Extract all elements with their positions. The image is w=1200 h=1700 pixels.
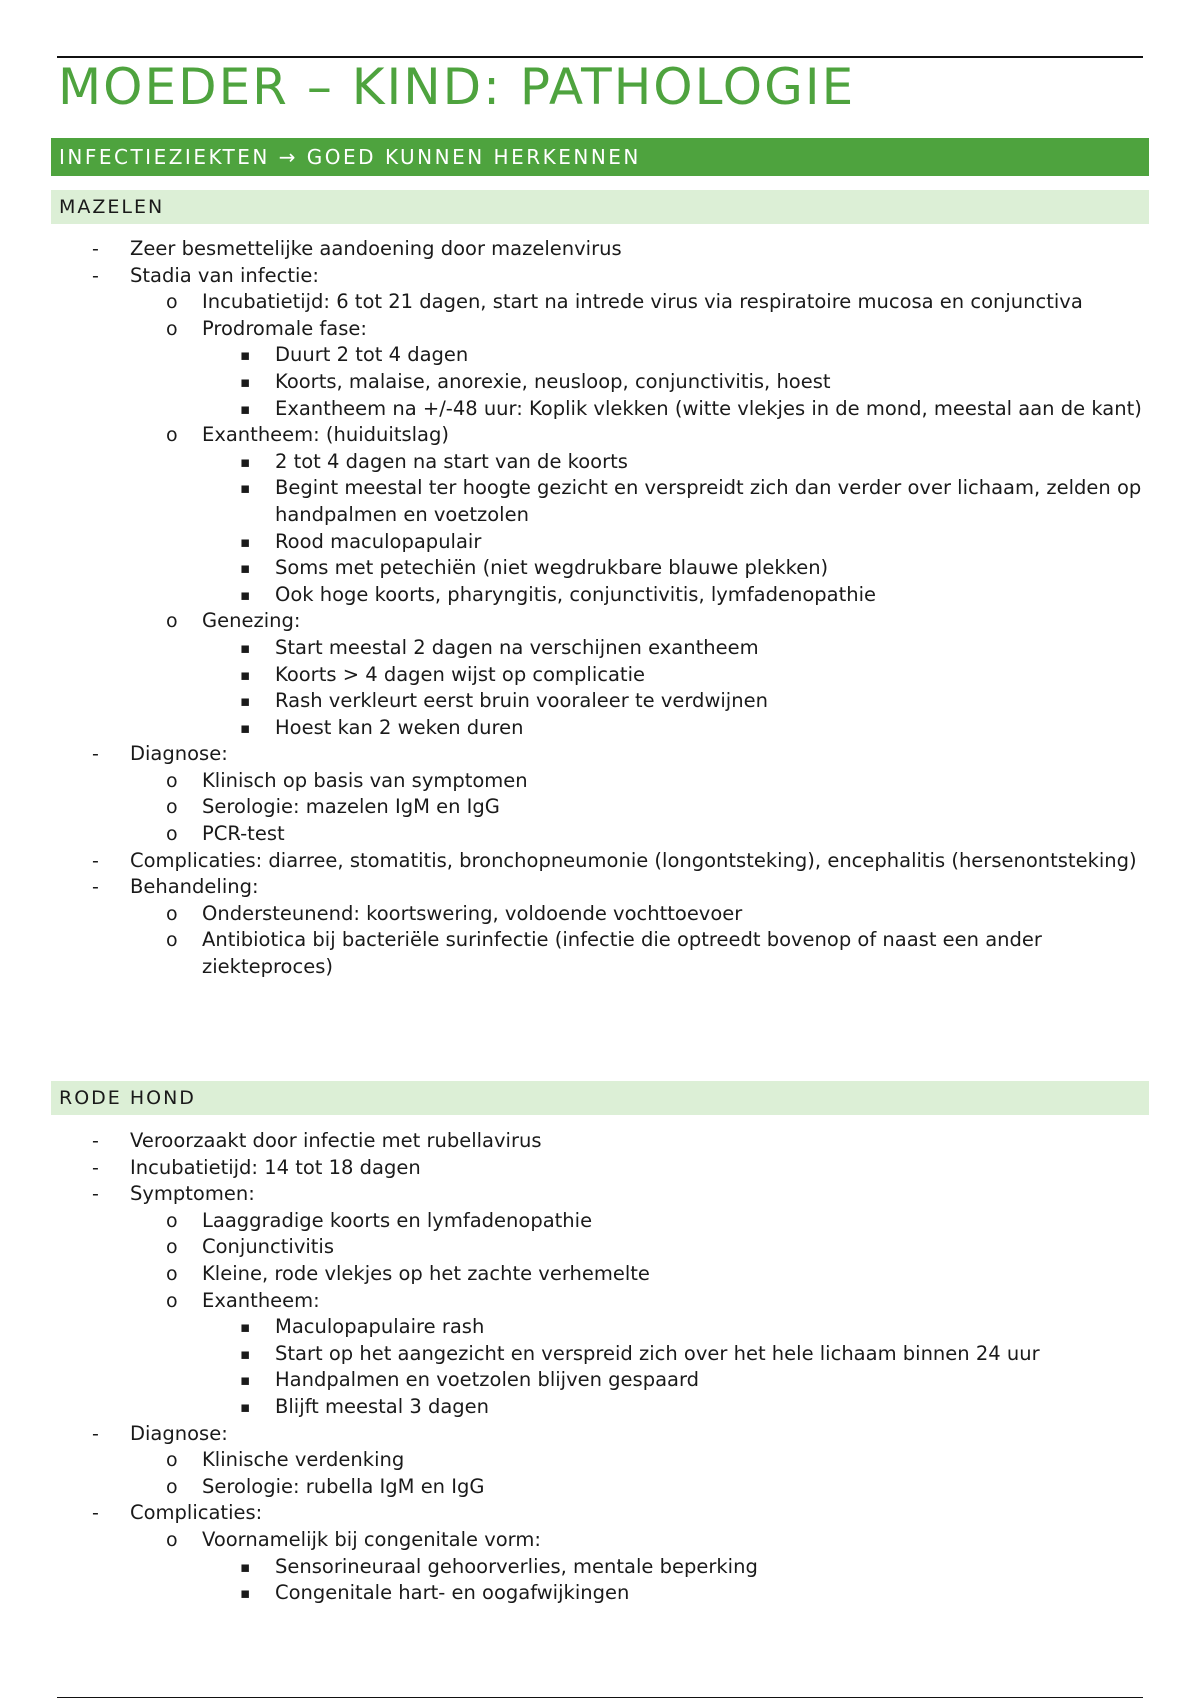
list-item: - Diagnose: — [92, 742, 228, 766]
list-item: o Klinische verdenking — [166, 1448, 405, 1472]
list-item: ▪ Hoest kan 2 weken duren — [240, 715, 524, 739]
mazelen-list — [0, 236, 1200, 981]
list-item: o Serologie: mazelen IgM en IgG — [166, 795, 500, 819]
heading-mazelen: MAZELEN — [51, 190, 1149, 224]
list-item: ▪ Maculopapulaire rash — [240, 1315, 485, 1339]
list-item: o Kleine, rode vlekjes op het zachte verhemelte — [166, 1261, 650, 1285]
list-item: - Veroorzaakt door infectie met rubellavirus — [92, 1129, 542, 1152]
list-item: o Voornamelijk bij congenitale vorm: — [166, 1527, 541, 1551]
list-item: ▪ Ook hoge koorts, pharyngitis, conjunctivitis, lymfadenopathie — [240, 582, 877, 606]
list-item: ▪ Blijft meestal 3 dagen — [240, 1394, 490, 1418]
list-item: ▪ Rood maculopapulair — [240, 529, 482, 553]
list-item: o Exantheem: — [166, 1288, 320, 1312]
list-item: o Conjunctivitis — [166, 1235, 335, 1259]
list-item: ▪ Start op het aangezicht en verspreid zich over het hele lichaam binnen 24 uur — [240, 1341, 1040, 1365]
section-banner: INFECTIEZIEKTEN → GOED KUNNEN HERKENNEN — [51, 138, 1149, 176]
list-item: o Genezing: — [166, 609, 301, 633]
list-item: ▪ Koorts, malaise, anorexie, neusloop, conjunctivitis, hoest — [240, 369, 831, 393]
list-item: ▪ Begint meestal ter hoogte gezicht en verspreidt zich dan verder over lichaam, zelden op handpalmen en voetzolen — [240, 476, 1142, 526]
list-item: o Klinisch op basis van symptomen — [166, 768, 528, 792]
list-item: - Behandeling: — [92, 875, 259, 899]
list-item: ▪ Duurt 2 tot 4 dagen — [240, 343, 469, 367]
list-item: ▪ Rash verkleurt eerst bruin vooraleer te verdwijnen — [240, 689, 768, 713]
rode-hond-list — [0, 1128, 1200, 1607]
list-item: o Prodromale fase: — [166, 316, 367, 340]
bottom-rule — [57, 1697, 1143, 1698]
list-item: ▪ Koorts > 4 dagen wijst op complicatie — [240, 662, 645, 686]
list-item: - Incubatietijd: 14 tot 18 dagen — [92, 1155, 421, 1179]
list-item: o Antibiotica bij bacteriële surinfectie (infectie die optreedt bovenop of naast een ander ziekteproces) — [166, 928, 1042, 979]
list-item: - Complicaties: — [92, 1501, 263, 1525]
list-item: ▪ Sensorineuraal gehoorverlies, mentale beperking — [240, 1554, 758, 1578]
list-item: o Exantheem: (huiduitslag) — [166, 423, 449, 447]
list-item: o Serologie: rubella IgM en IgG — [166, 1474, 485, 1498]
list-item: ▪ Congenitale hart- en oogafwijkingen — [240, 1581, 630, 1605]
list-item: ▪ 2 tot 4 dagen na start van de koorts — [240, 449, 628, 473]
list-item: - Stadia van infectie: — [92, 263, 319, 287]
list-item: o Laaggradige koorts en lymfadenopathie — [166, 1208, 593, 1232]
list-item: o Incubatietijd: 6 tot 21 dagen, start na intrede virus via respiratoire mucosa en conjunctiva — [166, 290, 1083, 314]
list-item: - Zeer besmettelijke aandoening door mazelenvirus — [92, 237, 622, 260]
list-item: ▪ Start meestal 2 dagen na verschijnen exantheem — [240, 635, 759, 659]
list-item: ▪ Exantheem na +/-48 uur: Koplik vlekken (witte vlekjes in de mond, meestal aan de kant) — [240, 396, 1142, 420]
list-item: - Symptomen: — [92, 1182, 255, 1206]
page-title: MOEDER – KIND: PATHOLOGIE — [58, 58, 856, 116]
list-item: - Complicaties: diarree, stomatitis, bronchopneumonie (longontsteking), encephalitis (hersenontsteking) — [92, 848, 1137, 872]
list-item: ▪ Soms met petechiën (niet wegdrukbare blauwe plekken) — [240, 556, 829, 580]
list-item: ▪ Handpalmen en voetzolen blijven gespaard — [240, 1368, 700, 1392]
list-item: - Diagnose: — [92, 1421, 228, 1445]
list-item: o Ondersteunend: koortswering, voldoende vochttoevoer — [166, 901, 743, 925]
list-item: o PCR-test — [166, 822, 285, 846]
heading-rode-hond: RODE HOND — [51, 1081, 1149, 1115]
